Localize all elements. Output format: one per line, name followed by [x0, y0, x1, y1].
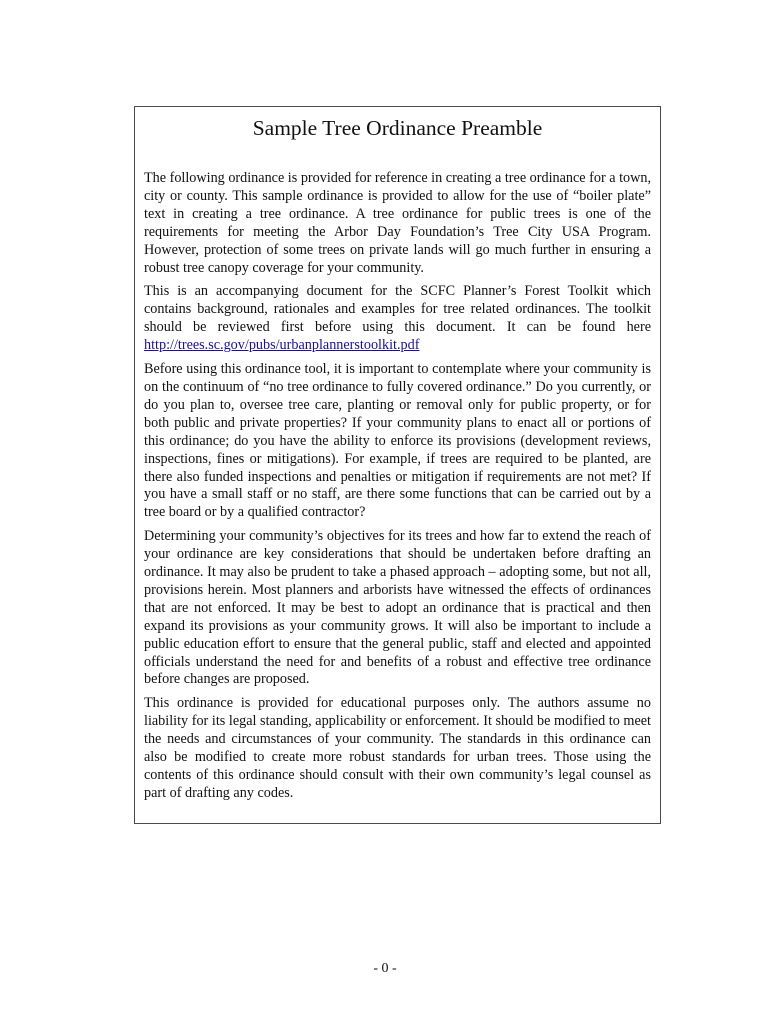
toolkit-paragraph: [144, 283, 651, 355]
document-title: Sample Tree Ordinance Preamble: [252, 116, 543, 140]
preamble-text-box: [134, 106, 661, 824]
disclaimer-paragraph: This ordinance is provided for educational purposes only. The authors assume no liability for its legal standing, applicability or enforcement. It should be modified to meet the needs and circumstances of your community. The standards in this ordinance can also be modified to create more robust standards for urban trees. Those using the contents of this ordinance should consult with their own community’s legal counsel as part of drafting any codes.: [144, 695, 651, 801]
considerations-paragraph: Before using this ordinance tool, it is important to contemplate where your community is on the continuum of “no tree ordinance to fully covered ordinance.” Do you currently, or do you plan to, oversee tree care, planting or removal only for public property, or for both public and private properties? If your community plans to enact all or portions of this ordinance; do you have the ability to enforce its provisions (development reviews, inspections, fines or mitigations). For example, if trees are required to be planted, are there also funded inspections and penalties or mitigation if requirements are not met? If you have a small staff or no staff, are there some functions that can be carried out by a tree board or by a qualified contractor?: [144, 361, 651, 521]
page-number: - 0 -: [373, 961, 397, 976]
toolkit-paragraph-text: This is an accompanying document for the SCFC Planner’s Forest Toolkit which contains background, rationales and examples for tree related ordinances. The toolkit should be reviewed first before using this document. It can be found here: [144, 283, 651, 336]
intro-paragraph: The following ordinance is provided for reference in creating a tree ordinance for a town, city or county. This sample ordinance is provided to allow for the use of “boiler plate” text in creating a tree ordinance. A tree ordinance for public trees is one of the requirements for meeting the Arbor Day Foundation’s Tree City USA Program. However, protection of some trees on private lands will go much further in ensuring a robust tree canopy coverage for your community.: [144, 170, 651, 276]
objectives-paragraph: Determining your community’s objectives for its trees and how far to extend the reach of your ordinance are key considerations that should be undertaken before drafting an ordinance. It may also be prudent to take a phased approach – adopting some, but not all, provisions herein. Most planners and arborists have witnessed the effects of ordinances that are not enforced. It may be best to adopt an ordinance that is practical and then expand its provisions as your community grows. It will also be important to include a public education effort to ensure that the general public, staff and elected and appointed officials understand the need for and benefits of a robust and effective tree ordinance before changes are proposed.: [144, 528, 651, 688]
toolkit-link[interactable]: http://trees.sc.gov/pubs/urbanplannerstoolkit.pdf: [144, 337, 420, 354]
